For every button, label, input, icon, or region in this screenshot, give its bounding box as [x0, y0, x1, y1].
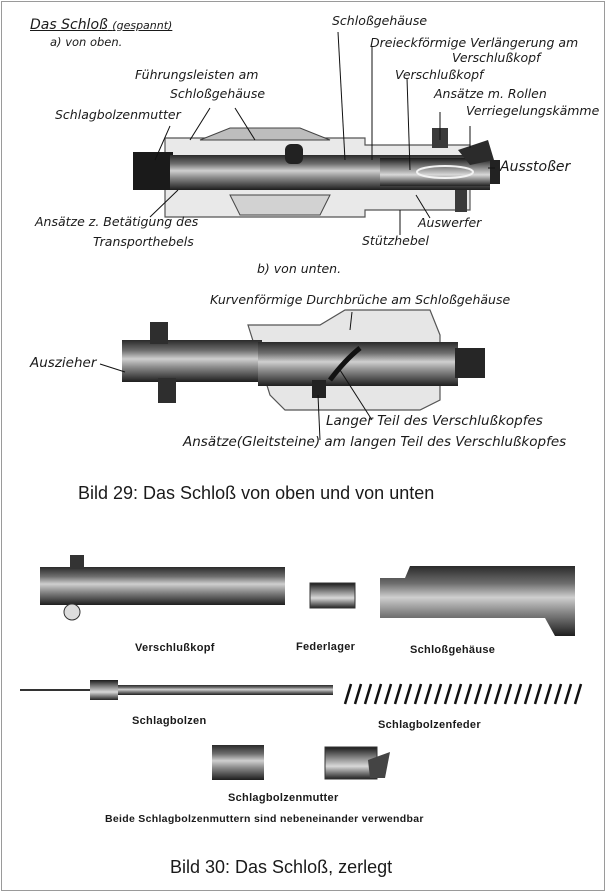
label-verschlusskopf: Verschlußkopf — [395, 67, 484, 82]
bolt-head-part — [40, 555, 285, 620]
label-dreieck-line2: Verschlußkopf — [452, 50, 541, 65]
figure-29-title — [30, 18, 172, 32]
bolt-bottom-view — [122, 310, 485, 410]
note-schlagbolzenmuttern: Beide Schlagbolzenmuttern sind nebeneinander verwendbar — [105, 813, 424, 825]
label-verriegelung: Verriegelungskämme — [466, 103, 600, 118]
label-langer-teil: Langer Teil des Verschlußkopfes — [326, 413, 543, 429]
label-ansaetze-betaetigung-line2: Transporthebels — [93, 234, 194, 249]
figure-29-caption: Bild 29: Das Schloß von oben und von unten — [78, 483, 435, 503]
label-dreieck-line1: Dreieckförmige Verlängerung am — [370, 35, 579, 50]
label-verschlusskopf-part: Verschlußkopf — [135, 642, 215, 654]
label-kurven: Kurvenförmige Durchbrüche am Schloßgehäuse — [210, 292, 511, 307]
label-gleitsteine: Ansätze(Gleitsteine) am langen Teil des Verschlußkopfes — [183, 434, 567, 450]
label-schlagbolzenmutter-part: Schlagbolzenmutter — [228, 792, 339, 804]
label-ansaetze-rollen: Ansätze m. Rollen — [434, 86, 547, 101]
label-ausstosser: Ausstoßer — [500, 159, 571, 175]
bolt-housing-part — [380, 566, 575, 636]
firing-pin-nut-right — [325, 747, 390, 779]
firing-pin-part — [20, 680, 333, 700]
label-auswerfer: Auswerfer — [418, 215, 482, 230]
firing-pin-nut-left — [212, 745, 264, 780]
view-a-label: a) von oben. — [50, 35, 123, 49]
label-schlagbolzenfeder: Schlagbolzenfeder — [378, 719, 481, 731]
label-schlossgehaeuse: Schloßgehäuse — [332, 13, 428, 28]
figure-30-caption: Bild 30: Das Schloß, zerlegt — [170, 857, 393, 877]
label-federlager: Federlager — [296, 641, 356, 653]
title-note: (gespannt) — [112, 19, 173, 32]
spring-seat-part — [310, 583, 355, 608]
label-ansaetze-betaetigung-line1: Ansätze z. Betätigung des — [35, 214, 199, 229]
label-schlagbolzen: Schlagbolzen — [132, 715, 207, 727]
title-text: Das Schloß — [30, 17, 108, 33]
label-fuehrung-line1: Führungsleisten am — [135, 67, 259, 82]
label-schlossgehaeuse-part: Schloßgehäuse — [410, 644, 496, 656]
firing-pin-spring-part — [345, 684, 581, 704]
bolt-top-view — [133, 128, 500, 217]
label-fuehrung-line2: Schloßgehäuse — [170, 86, 266, 101]
label-auszieher: Auszieher — [30, 355, 97, 371]
label-stuetzhebel: Stützhebel — [362, 233, 429, 248]
label-schlagbolzenmutter: Schlagbolzenmutter — [55, 107, 181, 122]
view-b-label: b) von unten. — [257, 261, 342, 276]
